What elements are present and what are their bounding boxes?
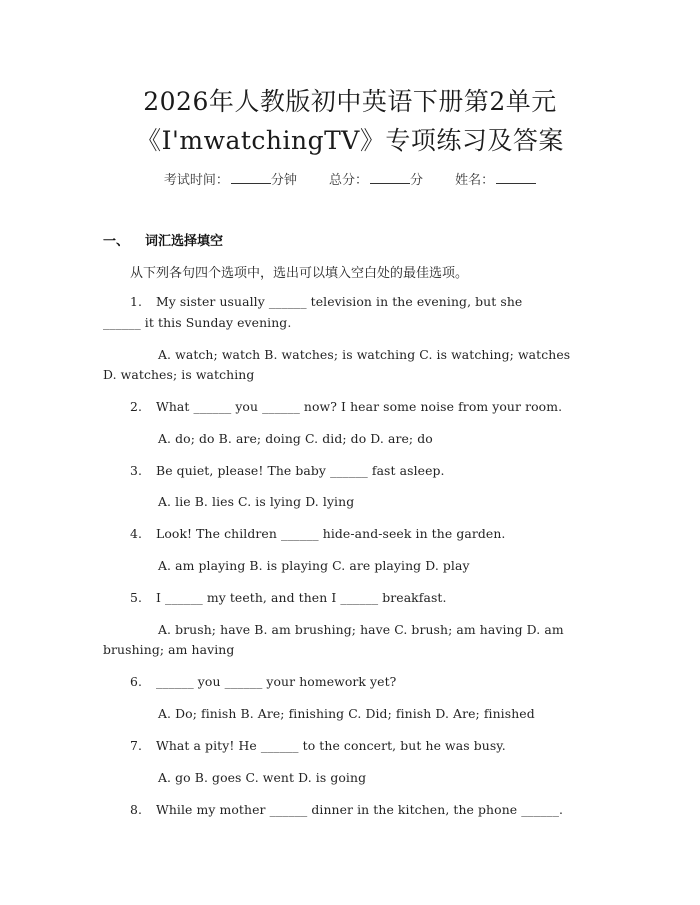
question-options: A. brush; have B. am brushing; have C. brush; am having D. am [158,622,564,637]
question-stem: 5. I ______ my teeth, and then I ______ breakfast. [130,590,447,605]
question-options: A. do; do B. are; doing C. did; do D. are; do [158,431,433,446]
question-number: 2. [130,399,143,414]
total-score [329,173,427,188]
exam-meta [0,169,700,188]
question-number: 3. [130,463,143,478]
name-blank [496,171,536,184]
question-stem: 6. ______ you ______ your homework yet? [130,674,397,689]
question-stem: 2. What ______ you ______ now? I hear some noise from your room. [130,399,563,414]
question-number: 8. [130,802,143,817]
question-options-continued: D. watches; is watching [103,367,255,382]
name-label: 姓名： [455,173,495,188]
question-number: 1. [130,294,143,309]
question-stem: 7. What a pity! He ______ to the concert, but he was busy. [130,738,506,753]
score-label: 总分： [328,173,368,188]
exam-time-unit: 分钟 [270,173,297,188]
section-heading [103,230,223,249]
score-blank [370,171,410,184]
question-number: 7. [130,738,143,753]
question-stem-continued: ______ it this Sunday evening. [103,315,292,330]
question-stem: 8. While my mother ______ dinner in the kitchen, the phone ______. [130,802,564,817]
question-stem: 3. Be quiet, please! The baby ______ fast asleep. [130,463,445,478]
section-number: 一、 [103,234,130,249]
question-stem: 4. Look! The children ______ hide-and-seek in the garden. [130,526,506,541]
page-title-line2: 《I'mwatchingTV》专项练习及答案 [136,126,564,155]
question-options: A. lie B. lies C. is lying D. lying [158,494,355,509]
question-number: 4. [130,526,143,541]
exam-time [164,173,301,188]
question-stem: 1. My sister usually ______ television in the evening, but she [130,294,523,309]
question-number: 5. [130,590,143,605]
exam-time-blank [231,171,271,184]
question-options: A. watch; watch B. watches; is watching C. is watching; watches [158,347,571,362]
section-instruction: 从下列各句四个选项中，选出可以填入空白处的最佳选项。 [130,266,469,281]
question-options: A. am playing B. is playing C. are playing D. play [158,558,470,573]
question-options: A. Do; finish B. Are; finishing C. Did; finish D. Are; finished [158,706,535,721]
exam-time-label: 考试时间： [163,173,229,188]
question-number: 6. [130,674,143,689]
question-options: A. go B. goes C. went D. is going [158,770,367,785]
score-unit: 分 [410,173,424,188]
question-options-continued: brushing; am having [103,642,235,657]
student-name [455,173,536,188]
page-title-line1: 2026年人教版初中英语下册第2单元 [143,87,557,116]
section-title: 词汇选择填空 [145,234,224,249]
